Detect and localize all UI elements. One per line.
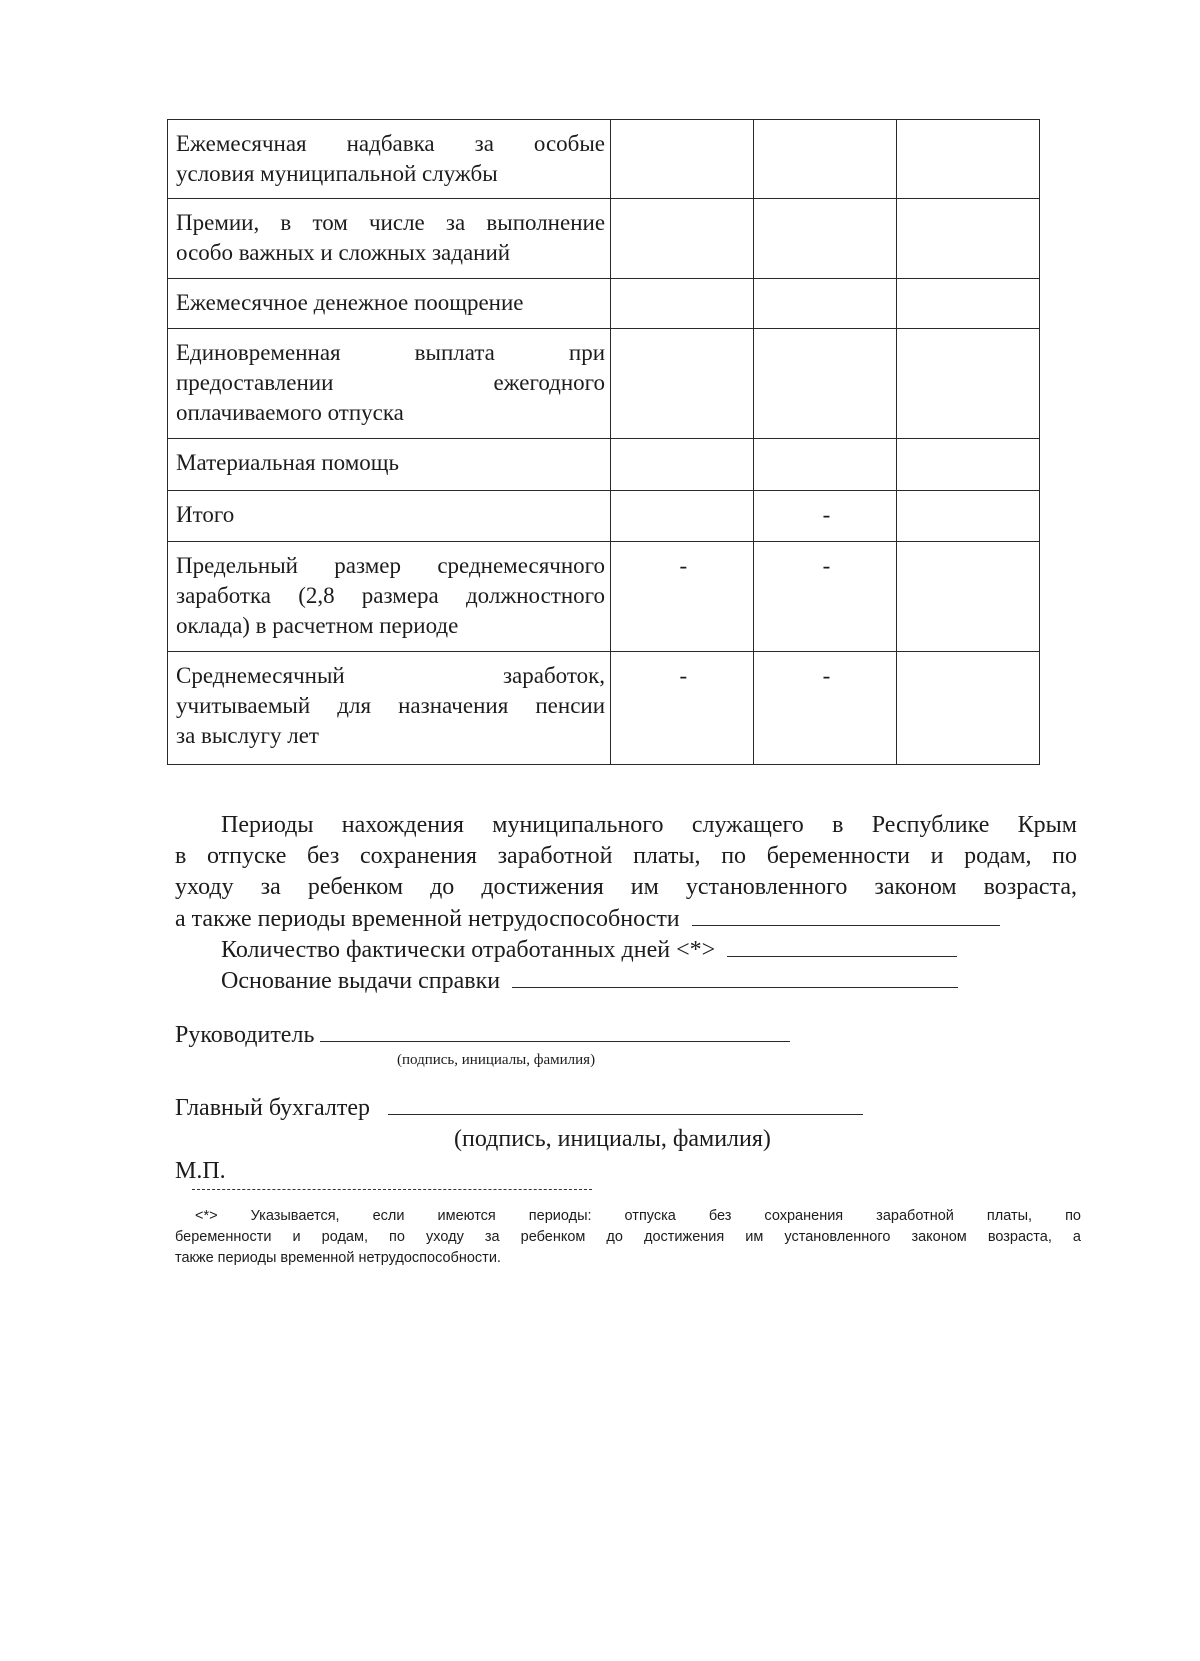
row-label-line: предоставлении ежегодного	[176, 370, 606, 395]
row-label-line: учитываемый для назначения пенсии	[176, 693, 606, 718]
cell-col3	[897, 439, 1040, 491]
cell-col2	[753, 120, 897, 199]
row-label-line: Итого	[176, 502, 235, 527]
table-row	[168, 652, 1040, 765]
table-row	[168, 329, 1040, 439]
row-label-line: оплачиваемого отпуска	[176, 400, 404, 425]
cell-col1: -	[611, 542, 754, 652]
cell-col3	[897, 329, 1040, 439]
table-row	[168, 120, 1040, 199]
row-label-line: за выслугу лет	[176, 723, 319, 748]
row-label	[168, 491, 611, 542]
footnote-line: также периоды временной нетрудоспособности.	[175, 1250, 501, 1266]
cell-col1: -	[611, 652, 754, 765]
table-row	[168, 542, 1040, 652]
cell-col1	[611, 491, 754, 542]
chief-accountant-label: Главный бухгалтер	[175, 1095, 370, 1121]
cell-col2	[753, 279, 897, 329]
cell-col3	[897, 491, 1040, 542]
row-label-line: Ежемесячная надбавка за особые	[176, 131, 606, 156]
cell-col1	[611, 279, 754, 329]
basis-row	[221, 965, 958, 997]
cell-col2: -	[753, 652, 897, 765]
table-row	[168, 491, 1040, 542]
cell-col3	[897, 652, 1040, 765]
chief-accountant-signature-field[interactable]	[388, 1092, 863, 1115]
cell-col3	[897, 199, 1040, 279]
basis-blank-field[interactable]	[512, 965, 958, 988]
row-label-line: заработка (2,8 размера должностного	[176, 583, 606, 608]
basis-label: Основание выдачи справки	[221, 968, 501, 994]
days-worked-label: Количество фактически отработанных дней <*>	[221, 937, 716, 963]
head-signature-row	[175, 1019, 790, 1051]
periods-label: а также периоды временной нетрудоспособности	[175, 906, 680, 932]
cell-col2	[753, 199, 897, 279]
row-label	[168, 439, 611, 491]
footnote	[175, 1206, 1081, 1269]
row-label	[168, 542, 611, 652]
row-label-line: Материальная помощь	[176, 450, 399, 475]
table-row	[168, 439, 1040, 491]
cell-col3	[897, 279, 1040, 329]
days-worked-blank-field[interactable]	[727, 934, 957, 957]
cell-col1	[611, 329, 754, 439]
paragraph-line: Периоды нахождения муниципального служащего в Республике Крым	[221, 812, 1077, 838]
chief-accountant-caption: (подпись, инициалы, фамилия)	[454, 1126, 771, 1152]
paragraph-line: в отпуске без сохранения заработной платы, по беременности и родам, по	[175, 843, 1077, 869]
cell-col3	[897, 120, 1040, 199]
days-worked-row	[221, 934, 957, 966]
cell-col2: -	[753, 491, 897, 542]
row-label-line: условия муниципальной службы	[176, 161, 498, 186]
cell-col3	[897, 542, 1040, 652]
head-caption: (подпись, инициалы, фамилия)	[397, 1052, 596, 1068]
row-label-line: оклада) в расчетном периоде	[176, 613, 459, 638]
footnote-line: беременности и родам, по уходу за ребенком до достижения им установленного законом возраста, а	[175, 1229, 1081, 1245]
head-signature-field[interactable]	[320, 1019, 790, 1042]
row-label-line: Единовременная выплата при	[176, 340, 606, 365]
row-label	[168, 652, 611, 765]
row-label-line: Среднемесячный заработок,	[176, 663, 606, 688]
paragraph-line	[175, 903, 1077, 935]
row-label-line: Премии, в том числе за выполнение	[176, 210, 606, 235]
head-label: Руководитель	[175, 1022, 315, 1048]
footnote-divider	[192, 1189, 592, 1190]
row-label	[168, 329, 611, 439]
cell-col1	[611, 439, 754, 491]
cell-col2	[753, 329, 897, 439]
cell-col2	[753, 439, 897, 491]
row-label-line: Ежемесячное денежное поощрение	[176, 290, 524, 315]
cell-col1	[611, 120, 754, 199]
row-label	[168, 120, 611, 199]
row-label-line: особо важных и сложных заданий	[176, 240, 511, 265]
row-label-line: Предельный размер среднемесячного	[176, 553, 606, 578]
footnote-line: <*> Указывается, если имеются периоды: отпуска без сохранения заработной платы, по	[195, 1208, 1081, 1224]
table-row	[168, 279, 1040, 329]
cell-col2: -	[753, 542, 897, 652]
periods-blank-field[interactable]	[692, 903, 1000, 926]
chief-accountant-row	[175, 1092, 863, 1124]
periods-paragraph	[175, 810, 1077, 935]
row-label	[168, 199, 611, 279]
paragraph-line: уходу за ребенком до достижения им установленного законом возраста,	[175, 874, 1077, 900]
salary-table	[167, 119, 1040, 765]
row-label	[168, 279, 611, 329]
table-row	[168, 199, 1040, 279]
stamp-label: М.П.	[175, 1158, 226, 1184]
cell-col1	[611, 199, 754, 279]
